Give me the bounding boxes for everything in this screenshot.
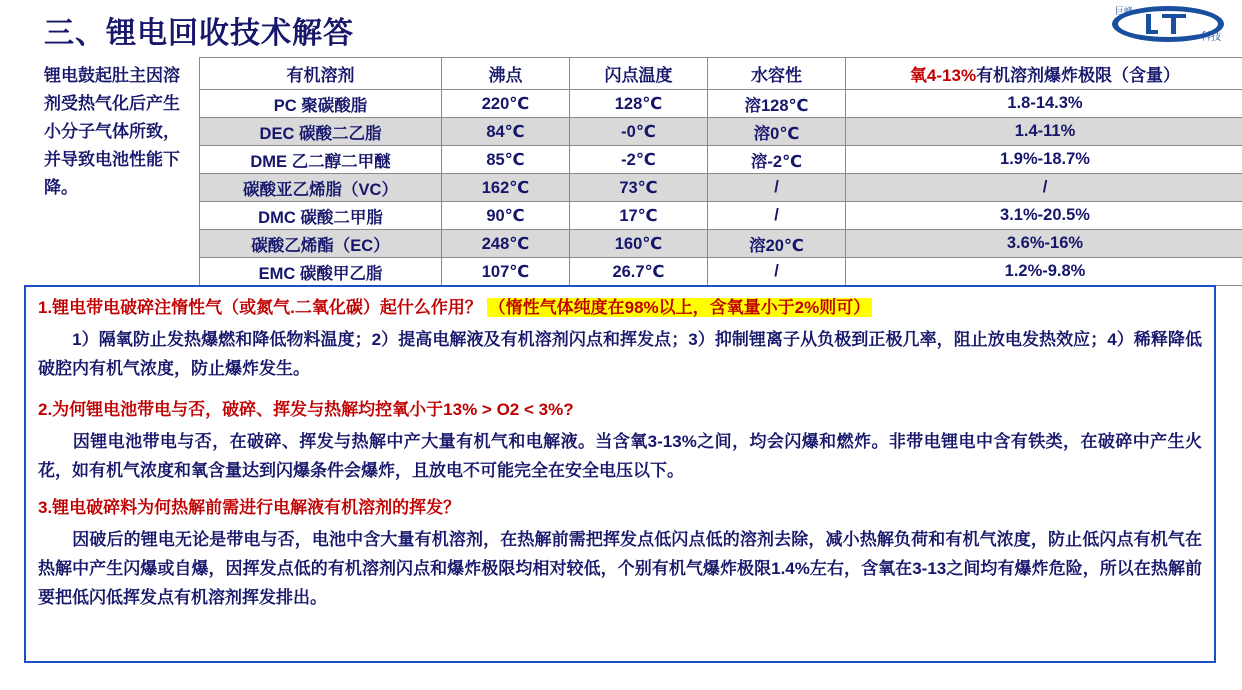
- question-3: 3.锂电破碎料为何热解前需进行电解液有机溶剂的挥发？: [38, 498, 461, 517]
- cell-explosion-limit: /: [846, 174, 1242, 202]
- svg-text:科技: 科技: [1201, 32, 1221, 43]
- cell-flash-point: 73℃: [570, 174, 708, 202]
- cell-explosion-limit: 3.1%-20.5%: [846, 202, 1242, 230]
- cell-boiling-point: 90℃: [442, 202, 570, 230]
- col-header-water-solubility: 水容性: [708, 58, 846, 90]
- cell-solvent: DME 乙二醇二甲醚: [200, 146, 442, 174]
- company-logo: [1106, 2, 1236, 48]
- table-row: [200, 174, 1242, 202]
- explosion-limit-label: 有机溶剂爆炸极限（含量）: [976, 66, 1181, 85]
- table-row: [200, 258, 1242, 286]
- cell-boiling-point: 248℃: [442, 230, 570, 258]
- cell-flash-point: -0℃: [570, 118, 708, 146]
- cell-solvent: DMC 碳酸二甲脂: [200, 202, 442, 230]
- cell-boiling-point: 162℃: [442, 174, 570, 202]
- table-body: [200, 90, 1242, 286]
- cell-flash-point: 26.7℃: [570, 258, 708, 286]
- cell-water-solubility: /: [708, 202, 846, 230]
- question-2: 2.为何锂电池带电与否，破碎、挥发与热解均控氧小于13% > O2 < 3%?: [38, 400, 574, 419]
- cell-solvent: 碳酸亚乙烯脂（VC）: [200, 174, 442, 202]
- cell-solvent: DEC 碳酸二乙脂: [200, 118, 442, 146]
- cell-boiling-point: 85℃: [442, 146, 570, 174]
- col-header-boiling-point: 沸点: [442, 58, 570, 90]
- qa-box: [24, 285, 1216, 663]
- table-row: [200, 230, 1242, 258]
- answer-2: 因锂电池带电与否，在破碎、挥发与热解中产大量有机气和电解液。当含氧3-13%之间，均会闪爆和燃炸。非带电锂电中含有铁类，在破碎中产生火花，如有机气浓度和氧含量达到闪爆条件会爆炸，且放电不可能完全在安全电压以下。: [38, 432, 1202, 480]
- cell-solvent: 碳酸乙烯酯（EC）: [200, 230, 442, 258]
- cell-water-solubility: 溶-2℃: [708, 146, 846, 174]
- solvent-table-wrapper: [199, 57, 1219, 286]
- cell-flash-point: 160℃: [570, 230, 708, 258]
- answer-1: 1）隔氧防止发热爆燃和降低物料温度；2）提高电解液及有机溶剂闪点和挥发点；3）抑制锂离子从负极到正极几率，阻止放电发热效应；4）稀释降低破腔内有机气浓度，防止爆炸发生。: [38, 330, 1202, 378]
- cell-solvent: EMC 碳酸甲乙脂: [200, 258, 442, 286]
- question-1-text: 1.锂电带电破碎注惰性气（或氮气.二氧化碳）起什么作用？: [38, 298, 482, 317]
- table-row: [200, 118, 1242, 146]
- cell-explosion-limit: 1.8-14.3%: [846, 90, 1242, 118]
- cell-boiling-point: 84℃: [442, 118, 570, 146]
- table-row: [200, 202, 1242, 230]
- cell-water-solubility: 溶128℃: [708, 90, 846, 118]
- col-header-flash-point: 闪点温度: [570, 58, 708, 90]
- logo-icon: [1106, 2, 1236, 48]
- answer-3: 因破后的锂电无论是带电与否，电池中含大量有机溶剂，在热解前需把挥发点低闪点低的溶剂去除，减小热解负荷和有机气浓度，防止低闪点有机气在热解中产生闪爆或自爆，因挥发点低的有机溶剂闪点和爆炸极限均相对较低，个别有机气爆炸极限1.4%左右，含氧在3-13之间均有爆炸危险，所以在热解前要把低闪低挥发点有机溶剂挥发排出。: [38, 530, 1202, 607]
- solvent-table: [199, 57, 1242, 286]
- page-title: 三、锂电回收技术解答: [44, 17, 354, 50]
- cell-water-solubility: /: [708, 174, 846, 202]
- cell-boiling-point: 107℃: [442, 258, 570, 286]
- cell-flash-point: -2℃: [570, 146, 708, 174]
- svg-text:巨峰: 巨峰: [1115, 6, 1134, 16]
- cell-water-solubility: 溶0℃: [708, 118, 846, 146]
- table-header-row: [200, 58, 1242, 90]
- cell-flash-point: 17℃: [570, 202, 708, 230]
- table-row: [200, 146, 1242, 174]
- col-header-solvent: 有机溶剂: [200, 58, 442, 90]
- qa-block-3: [38, 495, 1202, 612]
- cell-boiling-point: 220℃: [442, 90, 570, 118]
- col-header-explosion-limit: [846, 58, 1242, 90]
- oxygen-range-label: 氧4-13%: [909, 66, 977, 85]
- question-1-highlight: （惰性气体纯度在98%以上，含氧量小于2%则可）: [488, 298, 871, 317]
- left-caption: 锂电鼓起肚主因溶剂受热气化后产生小分子气体所致，并导致电池性能下降。: [44, 66, 180, 197]
- cell-explosion-limit: 1.9%-18.7%: [846, 146, 1242, 174]
- cell-explosion-limit: 3.6%-16%: [846, 230, 1242, 258]
- question-1: [38, 295, 1202, 321]
- qa-block-1: [38, 295, 1202, 383]
- cell-solvent: PC 聚碳酸脂: [200, 90, 442, 118]
- qa-block-2: [38, 397, 1202, 485]
- cell-explosion-limit: 1.4-11%: [846, 118, 1242, 146]
- cell-water-solubility: /: [708, 258, 846, 286]
- cell-water-solubility: 溶20℃: [708, 230, 846, 258]
- cell-flash-point: 128℃: [570, 90, 708, 118]
- cell-explosion-limit: 1.2%-9.8%: [846, 258, 1242, 286]
- table-row: [200, 90, 1242, 118]
